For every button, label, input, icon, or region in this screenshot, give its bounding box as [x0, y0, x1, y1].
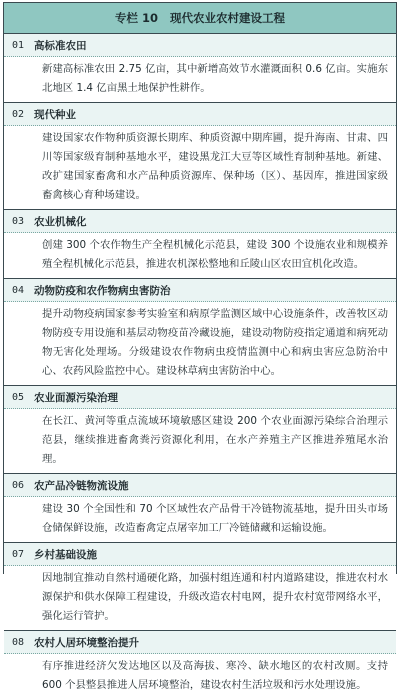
section-body: 在长江、黄河等重点流域环境敏感区建设 200 个农业面源污染综合治理示范县，继续推进畜禽粪污资源化利用，在水产养殖主产区推进养殖尾水治理。	[4, 409, 396, 473]
section-08	[4, 631, 396, 699]
section-title: 农业面源污染治理	[34, 391, 118, 404]
section-number: 01	[12, 39, 25, 51]
section-07	[4, 543, 396, 631]
section-header	[4, 103, 396, 126]
section-body: 建设 30 个全国性和 70 个区域性农产品骨干冷链物流基地，提升田头市场仓储保鲜设施，改造畜禽定点屠宰加工厂冷链储藏和运输设施。	[4, 497, 396, 542]
section-title: 农产品冷链物流设施	[34, 479, 129, 492]
section-header	[4, 34, 396, 57]
section-header	[4, 279, 396, 302]
section-header	[4, 543, 396, 566]
box-number: 专栏 10	[114, 11, 158, 25]
section-body: 有序推进经济欠发达地区以及高海拔、寒冷、缺水地区的农村改厕。支持 600 个县整县推进人居环境整治，建设农村生活垃圾和污水处理设施。	[4, 654, 396, 699]
section-number: 03	[12, 215, 25, 227]
section-header	[4, 631, 396, 654]
section-01	[4, 34, 396, 103]
section-title: 动物防疫和农作物病虫害防治	[34, 284, 171, 297]
section-number: 07	[12, 548, 25, 560]
section-body: 新建高标准农田 2.75 亿亩，其中新增高效节水灌溉面积 0.6 亿亩。实施东北地区 1.4 亿亩黑土地保护性耕作。	[4, 57, 396, 102]
section-number: 04	[12, 284, 25, 296]
section-06	[4, 474, 396, 543]
section-title: 现代种业	[34, 108, 76, 121]
section-02	[4, 103, 396, 210]
section-title: 农村人居环境整治提升	[34, 636, 139, 649]
section-body: 提升动物疫病国家参考实验室和病原学监测区域中心设施条件，改善牧区动物防疫专用设施和基层动物疫苗冷藏设施，建设动物防疫指定通道和病死动物无害化处理场。分级建设农作物病虫疫情监测中心和病虫害应急防治中心、农药风险监控中心。建设林草病虫害防治中心。	[4, 302, 396, 385]
section-body: 因地制宜推动自然村通硬化路，加强村组连通和村内道路建设，推进农村水源保护和供水保障工程建设，升级改造农村电网，提升农村宽带网络水平，强化运行管护。	[4, 566, 396, 630]
section-number: 05	[12, 391, 25, 403]
section-body: 创建 300 个农作物生产全程机械化示范县，建设 300 个设施农业和规模养殖全程机械化示范县，推进农机深松整地和丘陵山区农田宜机化改造。	[4, 233, 396, 278]
section-header	[4, 210, 396, 233]
section-03	[4, 210, 396, 279]
section-header	[4, 474, 396, 497]
section-body: 建设国家农作物种质资源长期库、种质资源中期库圃，提升海南、甘肃、四川等国家级育制种基地水平，建设黑龙江大豆等区域性育制种基地。新建、改扩建国家畜禽和水产品种质资源库、保种场（区）、基因库，推进国家级畜禽核心育种场建设。	[4, 126, 396, 209]
section-number: 06	[12, 479, 25, 491]
section-05	[4, 386, 396, 474]
section-header	[4, 386, 396, 409]
section-number: 08	[12, 636, 25, 648]
feature-box	[3, 2, 397, 691]
section-title: 乡村基础设施	[34, 548, 97, 561]
section-title: 农业机械化	[34, 215, 87, 228]
section-number: 02	[12, 108, 25, 120]
section-title: 高标准农田	[34, 39, 87, 52]
box-title-bar	[4, 3, 396, 34]
box-title: 现代农业农村建设工程	[170, 11, 285, 25]
section-04	[4, 279, 396, 386]
